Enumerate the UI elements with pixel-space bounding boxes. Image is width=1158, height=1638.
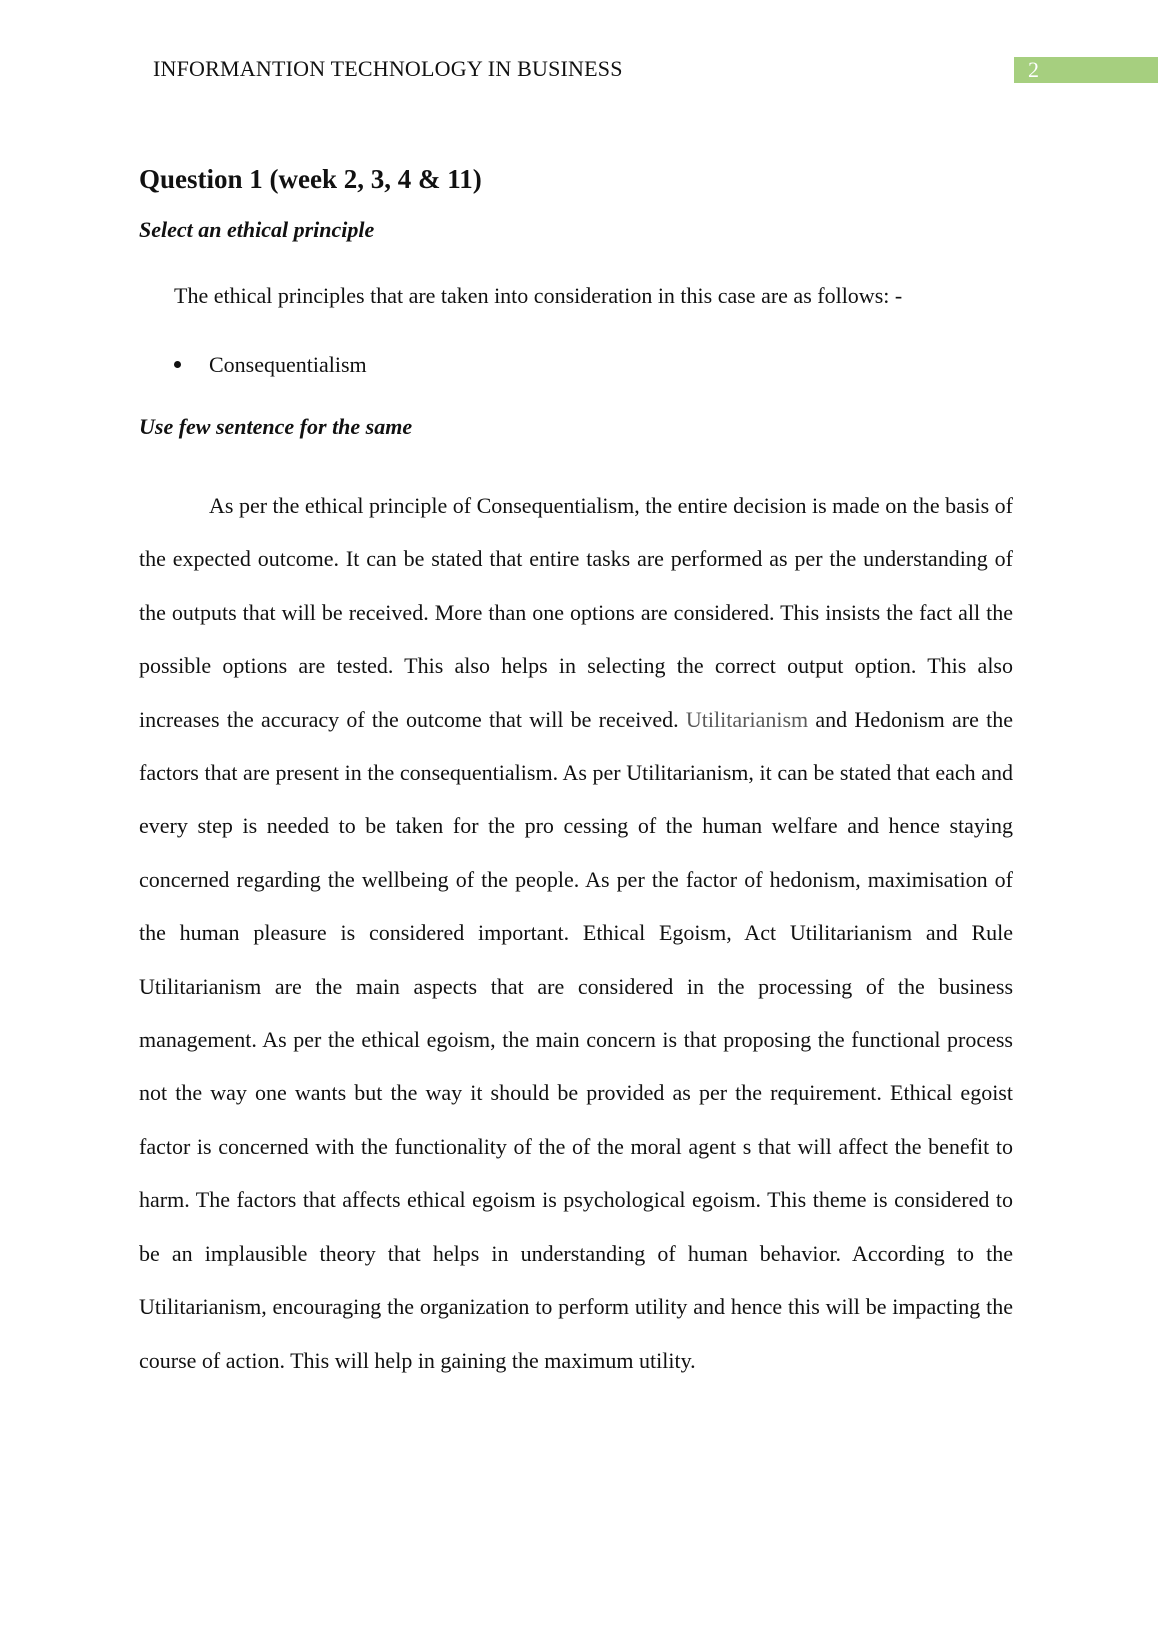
list-item — [174, 349, 1013, 381]
intro-paragraph: The ethical principles that are taken into consideration in this case are as follows: - — [174, 283, 903, 308]
principle-list — [139, 349, 1013, 381]
page-content — [139, 158, 1013, 1387]
running-head: INFORMANTION TECHNOLOGY IN BUSINESS — [153, 56, 623, 81]
body-highlight-term: Utilitarianism — [685, 706, 809, 732]
body-paragraph — [139, 479, 1013, 1387]
list-item-label: Consequentialism — [209, 352, 367, 377]
body-text-rest: and Hedonism are the factors that are present in the consequentialism. As per Utilitarianism, it can be stated that each and every step is needed to be taken for the pro cessing of the human welfare and hence staying concerned regarding the wellbeing of the people. As per the factor of hedonism, maximisation of the human pleasure is considered important. Ethical Egoism, Act Utilitarianism and Rule Utilitarianism are the main aspects that are considered in the processing of the business management. As per the ethical egoism, the main concern is that proposing the functional process not the way one wants but the way it should be provided as per the requirement. Ethical egoist factor is concerned with the functionality of the of the moral agent s that will affect the benefit to harm. The factors that affects ethical egoism is psychological egoism. This theme is considered to be an implausible theory that helps in understanding of human behavior. According to the Utilitarianism, encouraging the organization to perform utility and hence this will be impacting the course of action. This will help in gaining the maximum utility. — [139, 706, 1013, 1373]
section-title: Question 1 (week 2, 3, 4 & 11) — [139, 164, 482, 194]
bullet-icon — [174, 361, 181, 368]
subheading-few-sentences: Use few sentence for the same — [139, 414, 413, 439]
body-text-start: As per the ethical principle of Consequentialism, the entire decision is made on the basis of the expected outcome. It can be stated that entire tasks are performed as per the understanding of the outputs that will be received. More than one options are considered. This insists the fact all the possible options are tested. This also helps in selecting the correct output option. This also increases the accuracy of the outcome that will be received. — [139, 493, 1014, 732]
page-number: 2 — [1014, 57, 1158, 83]
subheading-select-principle: Select an ethical principle — [139, 217, 375, 242]
